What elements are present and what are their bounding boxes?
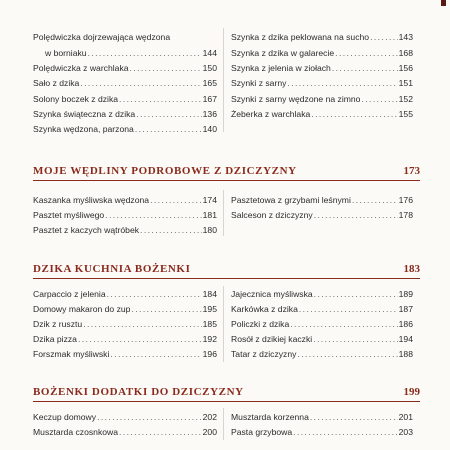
toc-entry-title: Pasztet z kaczych wątróbek bbox=[33, 225, 140, 235]
toc-entry-title: Domowy makaron do zup bbox=[33, 304, 131, 314]
toc-entry-page: 196 bbox=[202, 349, 217, 359]
toc-entry-page: 178 bbox=[398, 210, 413, 220]
section-title: BOŻENKI DODATKI DO DZICZYZNY bbox=[33, 386, 244, 398]
toc-entry-title: Tatar z dziczyzny bbox=[231, 349, 297, 359]
toc-entry-title: Policzki z dzika bbox=[231, 319, 290, 329]
column-divider bbox=[223, 190, 224, 236]
toc-entry[interactable] bbox=[231, 428, 413, 437]
toc-entry-page: 174 bbox=[202, 195, 217, 205]
toc-entry-page: 155 bbox=[398, 109, 413, 119]
toc-entry-page: 188 bbox=[398, 349, 413, 359]
dot-leader bbox=[119, 428, 202, 437]
toc-entry-title: Musztarda korzenna bbox=[231, 412, 309, 422]
toc-column-left bbox=[33, 0, 217, 450]
dot-leader bbox=[293, 428, 398, 437]
column-divider bbox=[223, 408, 224, 440]
toc-entry-title: Keczup domowy bbox=[33, 412, 97, 422]
toc-entry-title: Polędwiczka z warchlaka bbox=[33, 63, 129, 73]
dot-leader bbox=[310, 413, 398, 422]
toc-entry-title: Szynka świąteczna z dzika bbox=[33, 109, 136, 119]
toc-entry-page: 186 bbox=[398, 319, 413, 329]
toc-entry-title: w borniaku bbox=[45, 48, 87, 58]
toc-entry-page: 168 bbox=[398, 48, 413, 58]
toc-entry-title: Żeberka z warchlaka bbox=[231, 109, 311, 119]
toc-entry-title: Dzik z rusztu bbox=[33, 319, 83, 329]
toc-entry-title: Pasztetowa z grzybami leśnymi bbox=[231, 195, 351, 205]
toc-entry-page: 144 bbox=[202, 48, 217, 58]
toc-entry-title: Sało z dzika bbox=[33, 78, 80, 88]
toc-entry-page: 180 bbox=[202, 225, 217, 235]
toc-entry-title: Pasztet myśliwego bbox=[33, 210, 105, 220]
toc-entry-title: Szynka wędzona, parzona bbox=[33, 124, 134, 134]
toc-entry-title: Polędwiczka dojrzewająca wędzona bbox=[33, 32, 171, 42]
toc-entry-page: 156 bbox=[398, 63, 413, 73]
toc-entry-title: Carpaccio z jelenia bbox=[33, 289, 106, 299]
toc-entry-title: Dzika pizza bbox=[33, 334, 77, 344]
toc-entry-title: Szynki z sarny wędzone na zimno bbox=[231, 94, 361, 104]
section-page: 183 bbox=[403, 263, 420, 275]
toc-entry-title: Forszmak myśliwski bbox=[33, 349, 110, 359]
toc-entry-page: 176 bbox=[398, 195, 413, 205]
toc-entry-page: 184 bbox=[202, 289, 217, 299]
toc-entry[interactable] bbox=[231, 413, 413, 422]
toc-entry-page: 140 bbox=[202, 124, 217, 134]
toc-entry-page: 136 bbox=[202, 109, 217, 119]
toc-entry-title: Jajecznica myśliwska bbox=[231, 289, 313, 299]
toc-entry-page: 152 bbox=[398, 94, 413, 104]
toc-entry-title: Karkówka z dzika bbox=[231, 304, 298, 314]
toc-entry-page: 202 bbox=[202, 412, 217, 422]
toc-entry-page: 167 bbox=[202, 94, 217, 104]
page-edge-marker bbox=[441, 0, 446, 6]
toc-entry[interactable] bbox=[33, 413, 217, 422]
toc-entry-page: 194 bbox=[398, 334, 413, 344]
column-divider bbox=[223, 28, 224, 132]
toc-entry-title: Szynki z sarny bbox=[231, 78, 287, 88]
toc-entry-title: Szynka z jelenia w ziołach bbox=[231, 63, 331, 73]
toc-entry[interactable] bbox=[33, 428, 217, 437]
toc-entry-title: Musztarda czosnkowa bbox=[33, 427, 119, 437]
toc-entry-title: Salceson z dziczyzny bbox=[231, 210, 313, 220]
section-page: 173 bbox=[403, 165, 420, 177]
toc-entry-page: 185 bbox=[202, 319, 217, 329]
dot-leader bbox=[97, 413, 202, 422]
toc-entry-page: 201 bbox=[398, 412, 413, 422]
section-title: MOJE WĘDLINY PODROBOWE Z DZICZYZNY bbox=[33, 165, 297, 177]
column-divider bbox=[223, 286, 224, 362]
toc-entry-title: Rosół z dzikiej kaczki bbox=[231, 334, 313, 344]
toc-entry-page: 187 bbox=[398, 304, 413, 314]
toc-entry-page: 195 bbox=[202, 304, 217, 314]
toc-entry-page: 150 bbox=[202, 63, 217, 73]
toc-entry-page: 192 bbox=[202, 334, 217, 344]
toc-entry-title: Kaszanka myśliwska wędzona bbox=[33, 195, 150, 205]
section-page: 199 bbox=[403, 386, 420, 398]
toc-entry-title: Szynka z dzika w galarecie bbox=[231, 48, 335, 58]
toc-entry-page: 181 bbox=[202, 210, 217, 220]
toc-column-right bbox=[231, 0, 413, 450]
toc-entry-title: Solony boczek z dzika bbox=[33, 94, 119, 104]
toc-entry-page: 203 bbox=[398, 427, 413, 437]
toc-entry-title: Pasta grzybowa bbox=[231, 427, 293, 437]
toc-entry-title: Szynka z dzika peklowana na sucho bbox=[231, 32, 370, 42]
toc-entry-page: 151 bbox=[398, 78, 413, 88]
toc-entry-page: 165 bbox=[202, 78, 217, 88]
toc-entry-page: 189 bbox=[398, 289, 413, 299]
toc-entry-page: 143 bbox=[398, 32, 413, 42]
section-title: DZIKA KUCHNIA BOŻENKI bbox=[33, 263, 191, 275]
toc-entry-page: 200 bbox=[202, 427, 217, 437]
